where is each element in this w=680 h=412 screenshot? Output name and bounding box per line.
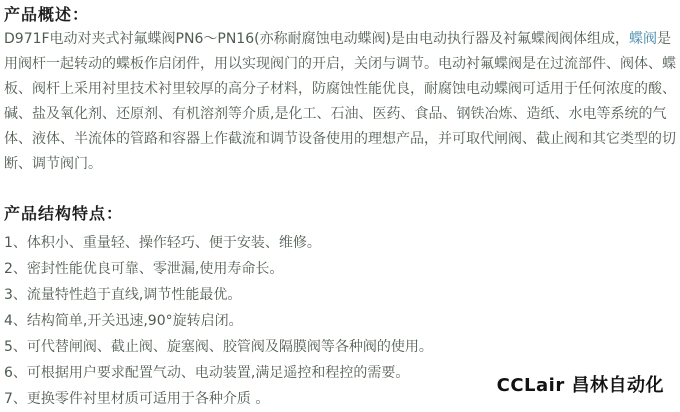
feature-item-1: 1、体积小、重量轻、操作轻巧、便于安装、维修。: [4, 235, 321, 251]
features-heading: 产品结构特点：: [4, 204, 124, 223]
feature-item-2: 2、密封性能优良可靠、零泄漏,使用寿命长。: [4, 261, 284, 277]
feature-item-6: 6、可根据用户要求配置气动、电动装置,满足遥控和程控的需要。: [4, 365, 410, 381]
feature-item-5: 5、可代替闸阀、截止阀、旋塞阀、胶管阀及隔膜阀等各种阀的使用。: [4, 339, 433, 355]
brand-logo: CCLair 昌林自动化: [491, 371, 664, 397]
feature-item-4: 4、结构简单,开关迅速,90°旋转启闭。: [4, 313, 243, 329]
feature-item-3: 3、流量特性趋于直线,调节性能最优。: [4, 287, 242, 303]
overview-text-after-link: 是用阀杆一起转动的蝶板作启闭件，用以实现阀门的开启，关闭与调节。电动衬氟蝶阀是在过流部件、阀体、蝶板、阀杆上采用衬里技术衬里较厚的高分子材料，防腐蚀性能优良，耐腐蚀电动蝶阀可适用于任何浓度的酸、碱、盐及氧化剂、还原剂、有机溶剂等介质,是化工、石油、医药、食品、钢铁冶炼、造纸、水电等系统的气体、液体、半流体的管路和容器上作截流和调节设备使用的理想产品，并可取代闸阀、截止阀和其它类型的切断、调节阀门。: [4, 31, 676, 172]
overview-text-before-link: D971F电动对夹式衬氟蝶阀PN6～PN16(亦称耐腐蚀电动蝶阀)是由电动执行器及衬氟蝶阀阀体组成，: [4, 31, 630, 47]
butterfly-valve-link[interactable]: 蝶阀: [629, 31, 658, 47]
overview-heading: 产品概述：: [4, 5, 90, 24]
overview-paragraph: [4, 27, 676, 177]
feature-item-7: 7、更换零件衬里材质可适用于各种介质 。: [4, 391, 270, 407]
